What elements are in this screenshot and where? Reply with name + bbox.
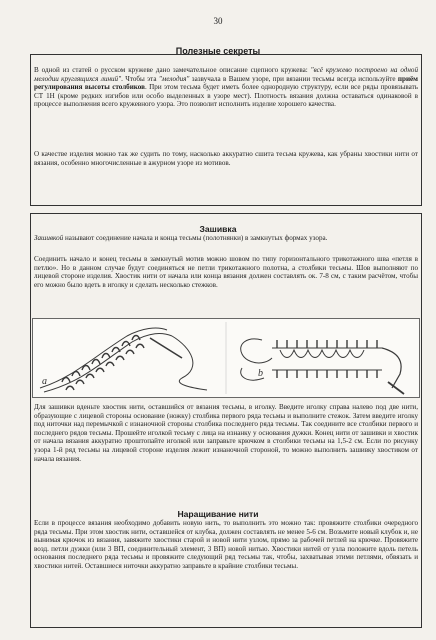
paragraph-quality: О качестве изделия можно так же судить по тому, насколько аккуратно сшита тесьма кружева, как убраны хвостики нити от вязания, особенно многочисленные в ажурном узоре из мотивов.	[34, 150, 418, 167]
section-title-seaming: Зашивка	[199, 224, 237, 234]
paragraph-adding-thread: Если в процессе вязания необходимо добавить новую нить, то выполнить это можно так: провяжите столбики очередного ряда тесьмы. При этом хвостик нити, оставшейся от клубка, должен составлять не менее 5-6 см. Возьмите новый клубок и, не вынимая крючок из вязания, завяжите хвостики старой и новой нити узлом, прямо за рабочей петлей на крючке. Провяжите возд. петли дужки (или 3 ВП, соединительный элемент, 3 ВП) новой нитью. Хвостики нитей от узла положите вдоль петель основания последнего ряда тесьмы и провяжите следующий ряд тесьмы так, чтобы, захватывая этими петлями, обвязать и хвостики нитей. Оставшиеся ниточки аккуратно заправьте в крайние столбики тесьмы.	[34, 519, 418, 570]
section-title-useful-secrets: Полезные секреты	[175, 46, 261, 56]
paragraph-lace-melody: В одной из статей о русском кружеве дано замечательное описание сцепного кружева: "всё кружево построено на одной мелодии круглящихся линий". Чтобы эта "мелодия" зазвучала в Вашем узоре, при вязании тесьмы всегда используйте приём регулирования высоты столбиков. При этом тесьма будет иметь более однородную структуру, если все ряды провязывать СТ 1Н (кроме редких изгибов или особо выделенных в узоре мест). Плотность вязания должна оставаться одинаковой в процессе выполнения всего кружевного узора. Это позволит исполнить изделие хорошего качества.	[34, 66, 419, 109]
figure-label-b: b	[258, 368, 263, 379]
lace-quote: "всё кружево построено на одной мелодии круглящихся линий"	[34, 66, 418, 83]
paragraph-seaming-method: Соединить начало и конец тесьмы в замкнутый мотив можно шовом по типу горизонтального трикотажного шва «петля в петлю». Но в данном случае будут соединяться не петли трикотажного полотна, а столбики тесьмы. Шов выполняют по лицевой стороне изделия. Хвостик нити от начала или конца вязания должен составлять ок. 7-8 см, с таким расчётом, чтобы его можно было вдеть в иголку и сделать несколько стежков.	[34, 255, 418, 289]
paragraph-seaming-steps: Для зашивки вденьте хвостик нити, оставшийся от вязания тесьмы, в иголку. Введите иголку справа налево под две нити, образующие с лицевой стороны основание (ножку) столбика первого ряда тесьмы и выполните стежок. Затем введите иголку под ниточки над перемычкой с изнаночной стороны столбика последнего ряда тесьмы. Так соедините все столбики первого и последнего рядов тесьмы. Прошейте иголкой тесьму с лица на изнанку у основания дужки. Конец нити от зашивки и хвостик от начала вязания аккуратно проштопайте иголкой или заправьте крючком в столбики тесьмы на 1,5-2 см. Если по рисунку узора 1-й ряд тесьмы на лицевой стороне изделия лежит изнаночной стороной, то можно выполнить зашивку хвостиком от начала вязания.	[34, 403, 418, 463]
figure-label-a: a	[42, 376, 47, 387]
page-number: 30	[213, 16, 223, 26]
term-seaming: Зашивкой	[34, 234, 64, 242]
paragraph-seaming-definition: Зашивкой называют соединение начала и конца тесьмы (полотнянки) в замкнутых формах узора.	[34, 234, 328, 242]
section-title-adding-thread: Наращивание нити	[177, 509, 259, 519]
seaming-illustration	[32, 318, 420, 398]
emphasis-height-regulation: приём регулирования высоты столбиков	[34, 74, 419, 92]
